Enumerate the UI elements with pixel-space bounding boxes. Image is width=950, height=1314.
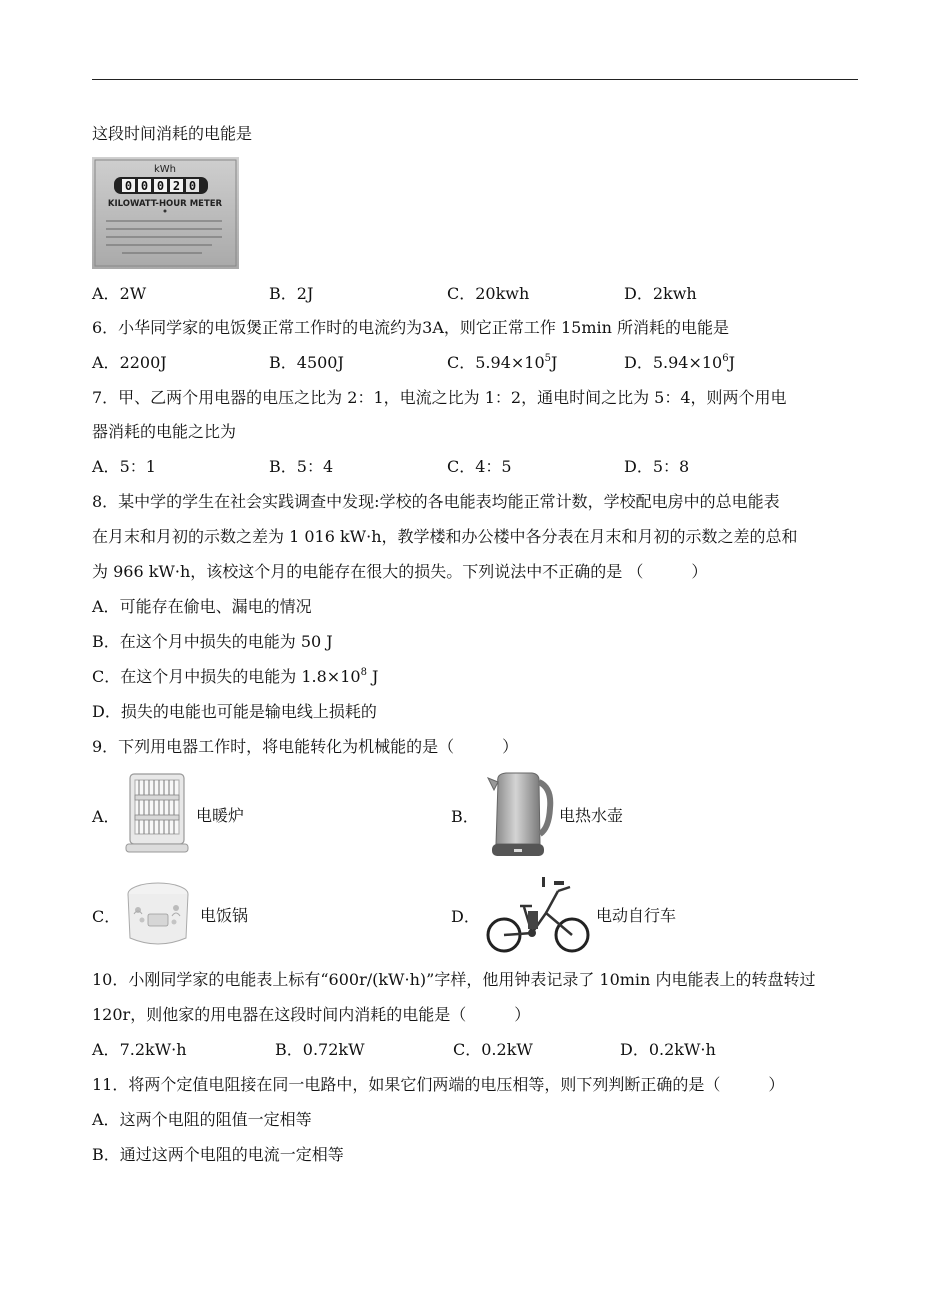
q6-option-c[interactable]: C．$5.94\times 10^5J$ <box>447 352 558 372</box>
q5-stem: 这段时间消耗的电能是 <box>92 124 253 143</box>
q8-stem-line2: 在月末和月初的示数之差为 1 016 kW·h，教学楼和办公楼中各分表在月末和月初的示数之差的总和 <box>92 527 798 546</box>
q7-stem-line1: 7．甲、乙两个用电器的电压之比为 2：1，电流之比为 1：2，通电时间之比为 5：4，则两个用电 <box>92 388 787 407</box>
q9-option-d-label[interactable]: D． <box>451 907 480 926</box>
q7-stem-line2: 器消耗的电能之比为 <box>92 422 237 441</box>
kilowatt-hour-meter-image <box>92 157 239 269</box>
q10-option-d[interactable]: D．0.2kW·h <box>620 1040 716 1059</box>
q7-option-a[interactable]: A．5：1 <box>92 457 156 476</box>
q10-option-a[interactable]: A．7.2kW·h <box>92 1040 187 1059</box>
q8-stem-line3: 为 966 kW·h，该校这个月的电能存在很大的损失。下列说法中不正确的是 （ ） <box>92 562 708 581</box>
q6-option-a[interactable]: A．2200J <box>92 353 167 372</box>
meter-unit: kWh <box>154 164 177 175</box>
svg-text:0: 0 <box>140 179 149 193</box>
rice-cooker-image <box>122 878 194 950</box>
electric-kettle-image <box>484 768 554 860</box>
q8-stem-line1: 8．某中学的学生在社会实践调查中发现:学校的各电能表均能正常计数，学校配电房中的总电能表 <box>92 492 780 511</box>
electric-bicycle-image <box>484 873 592 955</box>
q8-option-c[interactable]: C．在这个月中损失的电能为 $1.8\times 10^8$ J <box>92 666 379 686</box>
q10-stem-line2: 120r，则他家的用电器在这段时间内消耗的电能是（ ） <box>92 1005 531 1024</box>
q6-option-b[interactable]: B．4500J <box>269 353 344 372</box>
q5-option-d[interactable]: D．2kwh <box>624 284 697 303</box>
q5-option-a[interactable]: A．2W <box>92 284 147 303</box>
meter-label: KILOWATT-HOUR METER <box>107 199 223 209</box>
q10-stem-line1: 10．小刚同学家的电能表上标有“600r/(kW·h)”字样，他用钟表记录了 10min 内电能表上的转盘转过 <box>92 970 816 989</box>
q9-option-c-label[interactable]: C． <box>92 907 121 926</box>
q9-option-b-label[interactable]: B． <box>451 807 479 826</box>
q9-option-a-text: 电暖炉 <box>196 806 245 825</box>
q8-option-b[interactable]: B．在这个月中损失的电能为 50 J <box>92 632 333 651</box>
q11-option-b[interactable]: B．通过这两个电阻的电流一定相等 <box>92 1145 344 1164</box>
q6-option-d[interactable]: D．$5.94\times 10^6J$ <box>624 352 736 372</box>
q11-stem: 11．将两个定值电阻接在同一电路中，如果它们两端的电压相等，则下列判断正确的是（ ） <box>92 1075 785 1094</box>
electric-heater-image <box>124 771 190 856</box>
q9-stem: 9．下列用电器工作时，将电能转化为机械能的是（ ） <box>92 737 519 756</box>
q5-option-b[interactable]: B．2J <box>269 284 314 303</box>
q7-option-d[interactable]: D．5：8 <box>624 457 690 476</box>
q11-option-a[interactable]: A．这两个电阻的阻值一定相等 <box>92 1110 312 1129</box>
q7-option-b[interactable]: B．5：4 <box>269 457 334 476</box>
q9-option-a-label[interactable]: A． <box>92 807 120 826</box>
q9-option-d-text: 电动自行车 <box>596 906 677 925</box>
q5-option-c[interactable]: C．20kwh <box>447 284 530 303</box>
q7-option-c[interactable]: C．4：5 <box>447 457 512 476</box>
svg-text:0: 0 <box>188 179 197 193</box>
q10-option-c[interactable]: C．0.2kW <box>453 1040 533 1059</box>
q9-option-b-text: 电热水壶 <box>559 806 624 825</box>
svg-text:2: 2 <box>172 179 181 193</box>
header-rule <box>92 79 858 80</box>
q6-stem: 6．小华同学家的电饭煲正常工作时的电流约为3A，则它正常工作 15min 所消耗的电能是 <box>92 318 730 337</box>
q10-option-b[interactable]: B．0.72kW <box>275 1040 365 1059</box>
q8-option-a[interactable]: A．可能存在偷电、漏电的情况 <box>92 597 312 616</box>
q8-option-d[interactable]: D．损失的电能也可能是输电线上损耗的 <box>92 702 377 721</box>
svg-text:0: 0 <box>124 179 133 193</box>
q9-option-c-text: 电饭锅 <box>200 906 249 925</box>
svg-text:0: 0 <box>156 179 165 193</box>
